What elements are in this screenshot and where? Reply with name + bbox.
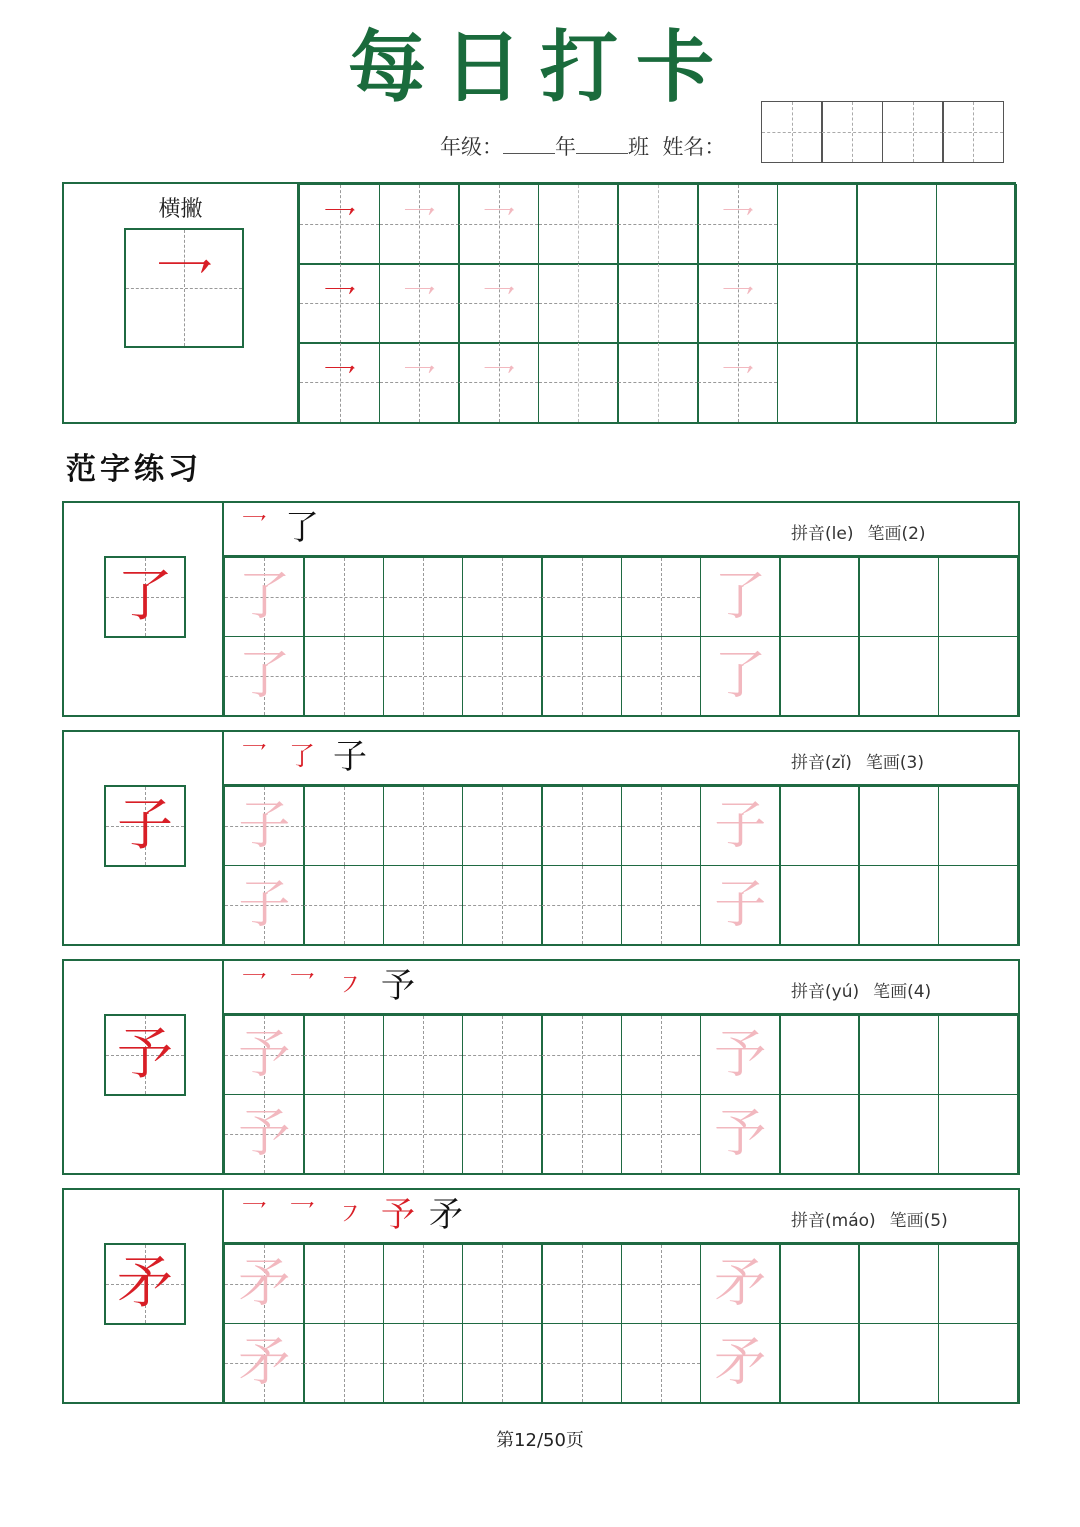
stroke-practice-cell[interactable]: [538, 263, 619, 344]
stroke-order-step: 子: [333, 737, 367, 777]
stroke-order-step: 乛: [240, 1200, 267, 1230]
char-practice-cell[interactable]: [541, 1094, 622, 1174]
name-boxes: [762, 101, 1004, 163]
char-practice-cell[interactable]: [779, 786, 860, 866]
char-practice-cell[interactable]: [541, 636, 622, 716]
char-practice-cell[interactable]: [303, 1244, 384, 1324]
stroke-practice-cell[interactable]: [936, 263, 1017, 344]
char-practice-cell[interactable]: [541, 865, 622, 945]
stroke-model-area: [64, 184, 299, 422]
stroke-order-sequence: [234, 966, 418, 1006]
char-model-area: [64, 961, 224, 1173]
char-practice-panel: [62, 730, 1020, 946]
name-box[interactable]: [761, 101, 823, 163]
char-trace-glyph: 予: [714, 1025, 767, 1085]
char-practice-cell[interactable]: [224, 865, 305, 945]
pinyin-label: 拼音(máo): [791, 1211, 876, 1231]
char-practice-cell[interactable]: [779, 865, 860, 945]
char-practice-cell[interactable]: [462, 865, 543, 945]
char-practice-cell[interactable]: [383, 786, 464, 866]
char-practice-cell[interactable]: [224, 557, 305, 637]
char-practice-cell[interactable]: [303, 636, 384, 716]
stroke-count-label: 笔画(3): [865, 753, 925, 773]
stroke-practice-cell[interactable]: [777, 342, 858, 423]
char-practice-cell[interactable]: [462, 636, 543, 716]
char-practice-cell[interactable]: [541, 557, 622, 637]
char-model-glyph: 子: [117, 793, 173, 858]
stroke-practice-cell[interactable]: [936, 342, 1017, 423]
char-trace-glyph: 予: [238, 1103, 291, 1164]
stroke-practice-cell[interactable]: [538, 342, 619, 423]
stroke-trace-glyph: 乛: [481, 362, 516, 403]
stroke-order-step: 了: [288, 742, 315, 772]
stroke-name: 横撇: [158, 197, 203, 222]
char-practice-cell[interactable]: [621, 1244, 702, 1324]
stroke-order-step: 乛: [240, 971, 267, 1001]
char-practice-cell[interactable]: [621, 1015, 702, 1095]
char-practice-cell[interactable]: [858, 1244, 939, 1324]
char-trace-glyph: 了: [714, 645, 767, 706]
class-blank[interactable]: [576, 133, 628, 154]
char-model-area: [64, 503, 224, 715]
char-model-box: [104, 1014, 186, 1096]
char-trace-glyph: 了: [714, 567, 767, 627]
char-model-box: [104, 1243, 186, 1325]
stroke-practice-cell[interactable]: [697, 342, 778, 423]
char-trace-glyph: 矛: [714, 1332, 767, 1393]
stroke-order-step: 予: [381, 1195, 415, 1235]
char-practice-cell[interactable]: [938, 786, 1019, 866]
char-practice-cell[interactable]: [224, 1323, 305, 1403]
char-practice-cell[interactable]: [938, 1015, 1019, 1095]
char-practice-cell[interactable]: [303, 1015, 384, 1095]
stroke-order-step: 乛: [288, 1200, 315, 1230]
stroke-practice-cell[interactable]: [777, 263, 858, 344]
char-model-box: [104, 785, 186, 867]
char-practice-cell[interactable]: [621, 636, 702, 716]
stroke-order-step: 乛: [288, 971, 315, 1001]
stroke-trace-glyph: 乛: [322, 362, 357, 403]
char-practice-cell[interactable]: [779, 1094, 860, 1174]
char-trace-glyph: 子: [238, 796, 291, 856]
char-practice-cell[interactable]: [858, 1015, 939, 1095]
pinyin-label: 拼音(yú): [791, 982, 860, 1002]
stroke-order-step: 乛: [240, 742, 267, 772]
char-practice-cell[interactable]: [303, 865, 384, 945]
stroke-trace-glyph: 乛: [322, 204, 357, 245]
char-practice-cell[interactable]: [621, 865, 702, 945]
char-practice-cell[interactable]: [938, 636, 1019, 716]
char-practice-cell[interactable]: [779, 1244, 860, 1324]
char-model-box: [104, 556, 186, 638]
char-trace-glyph: 子: [238, 874, 291, 935]
stroke-trace-glyph: 乛: [481, 204, 516, 245]
stroke-order-step: ㇇: [336, 1200, 363, 1230]
char-practice-cell[interactable]: [541, 1323, 622, 1403]
char-practice-cell[interactable]: [224, 786, 305, 866]
stroke-practice-cell[interactable]: [697, 184, 778, 265]
stroke-count-label: 笔画(5): [889, 1211, 948, 1231]
stroke-order-sequence: [234, 508, 322, 548]
char-practice-cell[interactable]: [938, 865, 1019, 945]
char-trace-glyph: 予: [714, 1103, 767, 1164]
stroke-trace-glyph: 乛: [322, 283, 357, 324]
stroke-practice-cell[interactable]: [856, 263, 937, 344]
char-practice-cell[interactable]: [779, 557, 860, 637]
stroke-practice-cell[interactable]: [299, 263, 380, 344]
stroke-practice-panel: [62, 182, 1016, 424]
char-practice-cell[interactable]: [700, 865, 781, 945]
char-practice-cell[interactable]: [938, 557, 1019, 637]
char-practice-cell[interactable]: [383, 1015, 464, 1095]
stroke-order-step: 了: [285, 508, 319, 548]
student-info: [440, 132, 725, 162]
stroke-practice-cell[interactable]: [458, 184, 539, 265]
stroke-practice-cell[interactable]: [697, 263, 778, 344]
page-number: 第12/50页: [496, 1430, 584, 1451]
char-practice-cell[interactable]: [938, 1094, 1019, 1174]
char-header: [224, 961, 1018, 1015]
section-title: 范字练习: [66, 452, 202, 487]
name-box[interactable]: [942, 101, 1004, 163]
char-practice-cell[interactable]: [779, 636, 860, 716]
char-practice-cell[interactable]: [462, 1323, 543, 1403]
char-header: [224, 732, 1018, 786]
char-practice-cell[interactable]: [224, 1094, 305, 1174]
char-model-area: [64, 732, 224, 944]
stroke-practice-cell[interactable]: [856, 184, 937, 265]
stroke-trace-glyph: 乛: [481, 283, 516, 324]
char-practice-cell[interactable]: [303, 1323, 384, 1403]
char-model-area: [64, 1190, 224, 1402]
char-practice-cell[interactable]: [858, 1094, 939, 1174]
stroke-trace-glyph: 乛: [720, 283, 755, 324]
stroke-count-label: 笔画(4): [873, 982, 932, 1002]
stroke-practice-cell[interactable]: [617, 263, 698, 344]
char-practice-cell[interactable]: [858, 1323, 939, 1403]
char-practice-cell[interactable]: [700, 1244, 781, 1324]
stroke-practice-cell[interactable]: [458, 342, 539, 423]
char-practice-cell[interactable]: [858, 786, 939, 866]
char-practice-cell[interactable]: [621, 1323, 702, 1403]
char-practice-cell[interactable]: [541, 1015, 622, 1095]
char-practice-cell[interactable]: [383, 636, 464, 716]
stroke-count-label: 笔画(2): [867, 524, 926, 544]
name-box[interactable]: [821, 101, 883, 163]
char-practice-panel: [62, 1188, 1020, 1404]
stroke-order-sequence: [234, 1195, 466, 1235]
name-label: 姓名：: [662, 135, 726, 159]
stroke-model-glyph: 乛: [154, 253, 214, 323]
char-trace-glyph: 子: [714, 796, 767, 856]
char-practice-cell[interactable]: [383, 557, 464, 637]
char-practice-cell[interactable]: [303, 557, 384, 637]
stroke-practice-cell[interactable]: [617, 184, 698, 265]
stroke-order-sequence: [234, 737, 370, 777]
char-practice-cell[interactable]: [700, 1323, 781, 1403]
class-suffix: 班: [628, 135, 649, 159]
year-suffix: 年: [555, 135, 576, 159]
char-model-glyph: 矛: [117, 1251, 173, 1316]
char-trace-glyph: 矛: [238, 1332, 291, 1393]
stroke-trace-glyph: 乛: [720, 362, 755, 403]
char-practice-cell[interactable]: [621, 1094, 702, 1174]
char-practice-cell[interactable]: [303, 786, 384, 866]
char-practice-cell[interactable]: [224, 636, 305, 716]
stroke-practice-cell[interactable]: [379, 184, 460, 265]
stroke-practice-cell[interactable]: [538, 184, 619, 265]
char-practice-cell[interactable]: [383, 1244, 464, 1324]
char-practice-cell[interactable]: [462, 1015, 543, 1095]
stroke-order-step: 予: [381, 966, 415, 1006]
stroke-practice-cell[interactable]: [936, 184, 1017, 265]
stroke-practice-cell[interactable]: [856, 342, 937, 423]
stroke-practice-cell[interactable]: [777, 184, 858, 265]
stroke-order-step: 矛: [429, 1195, 463, 1235]
pinyin-info: [791, 1206, 948, 1231]
char-practice-cell[interactable]: [621, 557, 702, 637]
char-practice-cell[interactable]: [224, 1015, 305, 1095]
stroke-order-step: 乛: [240, 513, 267, 543]
char-practice-cell[interactable]: [303, 1094, 384, 1174]
char-practice-cell[interactable]: [938, 1323, 1019, 1403]
stroke-practice-cell[interactable]: [379, 263, 460, 344]
stroke-trace-glyph: 乛: [402, 204, 437, 245]
stroke-practice-cell[interactable]: [617, 342, 698, 423]
char-practice-cell[interactable]: [621, 786, 702, 866]
char-practice-cell[interactable]: [541, 786, 622, 866]
char-practice-cell[interactable]: [858, 636, 939, 716]
char-practice-panel: [62, 959, 1020, 1175]
stroke-grid: [299, 184, 1014, 422]
char-practice-cell[interactable]: [383, 1323, 464, 1403]
char-header: [224, 503, 1018, 557]
char-trace-glyph: 了: [238, 567, 291, 627]
pinyin-info: [791, 519, 926, 544]
char-practice-cell[interactable]: [462, 557, 543, 637]
char-header: [224, 1190, 1018, 1244]
stroke-trace-glyph: 乛: [402, 362, 437, 403]
char-practice-cell[interactable]: [938, 1244, 1019, 1324]
char-trace-glyph: 矛: [714, 1254, 767, 1314]
char-practice-cell[interactable]: [700, 1015, 781, 1095]
char-practice-cell[interactable]: [383, 1094, 464, 1174]
pinyin-info: [791, 977, 931, 1002]
char-practice-cell[interactable]: [462, 1244, 543, 1324]
stroke-practice-cell[interactable]: [299, 342, 380, 423]
pinyin-label: 拼音(zǐ): [791, 753, 852, 773]
char-model-glyph: 予: [117, 1022, 173, 1087]
stroke-practice-cell[interactable]: [299, 184, 380, 265]
char-practice-cell[interactable]: [700, 636, 781, 716]
char-trace-glyph: 了: [238, 645, 291, 706]
grade-label: 年级：: [440, 135, 503, 159]
char-practice-cell[interactable]: [700, 557, 781, 637]
stroke-trace-glyph: 乛: [720, 204, 755, 245]
char-trace-glyph: 予: [238, 1025, 291, 1085]
char-practice-cell[interactable]: [383, 865, 464, 945]
char-practice-cell[interactable]: [224, 1244, 305, 1324]
stroke-order-step: ㇇: [336, 971, 363, 1001]
pinyin-info: [791, 748, 924, 773]
char-practice-cell[interactable]: [462, 786, 543, 866]
char-practice-cell[interactable]: [858, 557, 939, 637]
stroke-practice-cell[interactable]: [458, 263, 539, 344]
stroke-model-box: [124, 228, 244, 348]
char-practice-cell[interactable]: [779, 1323, 860, 1403]
pinyin-label: 拼音(le): [791, 524, 854, 544]
stroke-trace-glyph: 乛: [402, 283, 437, 324]
char-trace-glyph: 矛: [238, 1254, 291, 1314]
char-practice-panel: [62, 501, 1020, 717]
char-practice-cell[interactable]: [700, 1094, 781, 1174]
year-blank[interactable]: [503, 133, 555, 154]
char-trace-glyph: 子: [714, 874, 767, 935]
char-practice-cell[interactable]: [858, 865, 939, 945]
char-practice-cell[interactable]: [541, 1244, 622, 1324]
char-practice-cell[interactable]: [700, 786, 781, 866]
page-title: 每日打卡: [347, 22, 732, 113]
char-practice-cell[interactable]: [779, 1015, 860, 1095]
name-box[interactable]: [882, 101, 944, 163]
stroke-practice-cell[interactable]: [379, 342, 460, 423]
char-practice-cell[interactable]: [462, 1094, 543, 1174]
char-model-glyph: 了: [117, 564, 173, 629]
